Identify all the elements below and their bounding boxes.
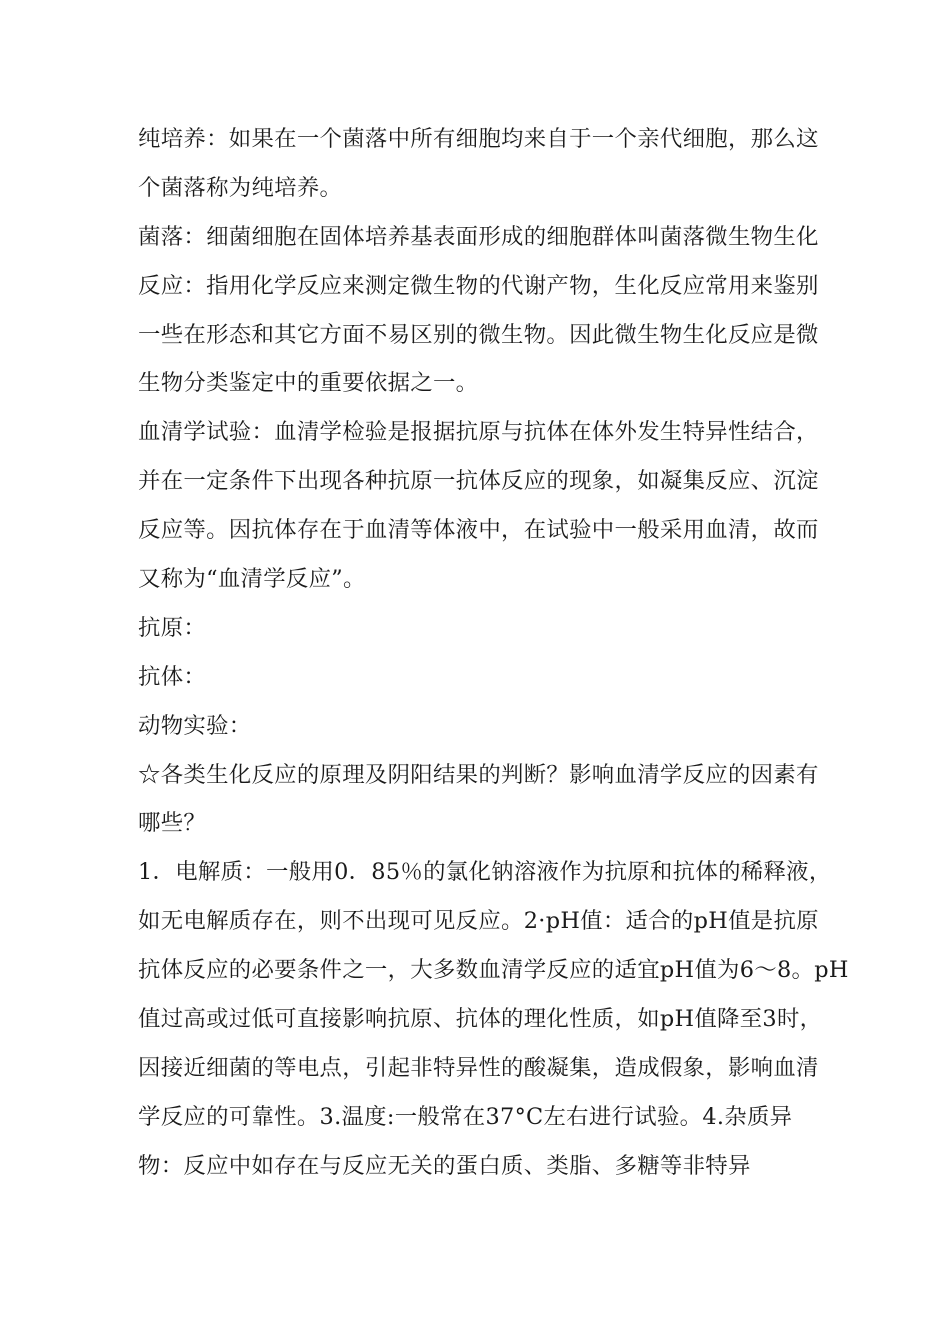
text-line: 反应等。因抗体存在于血清等体液中，在试验中一般采用血清，故而 [138,517,819,544]
text-line: 如无电解质存在，则不出现可见反应。2·pH值：适合的pH值是抗原 [138,908,819,935]
text-line: 抗体： [138,663,207,690]
text-line: 菌落：细菌细胞在固体培养基表面形成的细胞群体叫菌落微生物生化 [138,223,819,250]
text-line: 纯培养：如果在一个菌落中所有细胞均来自于一个亲代细胞，那么这 [138,126,819,152]
text-line: 抗原： [138,614,207,641]
text-line: 动物实验： [138,712,252,739]
text-line: ☆各类生化反应的原理及阴阳结果的判断？影响血清学反应的因素有 [138,761,819,788]
text-line: 抗体反应的必要条件之一，大多数血清学反应的适宜pH值为6〜8。pH [138,957,849,984]
text-line: 反应：指用化学反应来测定微生物的代谢产物，生化反应常用来鉴别 [138,272,819,299]
text-line: 生物分类鉴定中的重要依据之一。 [138,370,479,397]
text-line: 学反应的可靠性。3.温度:一般常在37°C左右进行试验。4.杂质异 [138,1103,793,1130]
text-line: 又称为“血清学反应”。 [138,566,366,593]
text-line: 并在一定条件下出现各种抗原一抗体反应的现象，如凝集反应、沉淀 [138,468,819,495]
document-body [138,115,849,1191]
text-line: 哪些？ [138,810,207,837]
text-line: 血清学试验：血清学检验是报据抗原与抗体在体外发生特异性结合， [138,419,819,446]
text-line: 1．电解质：一般用0．85％的氯化钠溶液作为抗原和抗体的稀释液， [138,859,832,886]
text-line: 物：反应中如存在与反应无关的蛋白质、类脂、多糖等非特异 [138,1152,751,1179]
text-line: 一些在形态和其它方面不易区别的微生物。因此微生物生化反应是微 [138,321,819,348]
text-line: 个菌落称为纯培养。 [138,174,343,201]
text-line: 因接近细菌的等电点，引起非特异性的酸凝集，造成假象，影响血清 [138,1054,819,1081]
text-line: 值过高或过低可直接影响抗原、抗体的理化性质，如pH值降至3时， [138,1006,823,1033]
